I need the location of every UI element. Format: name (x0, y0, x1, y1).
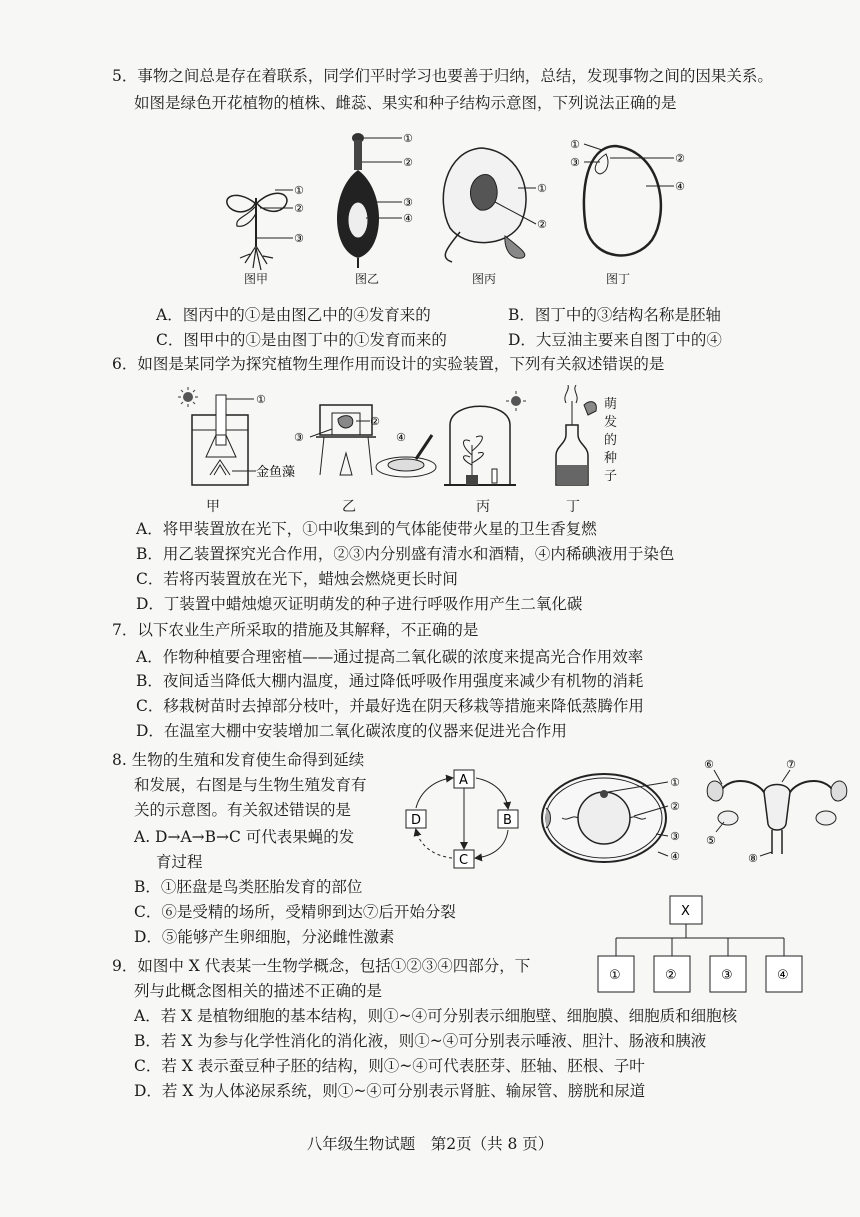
sun-icon (506, 391, 526, 411)
q9-option-a: A．若 X 是植物细胞的基本结构，则①~④可分别表示细胞壁、细胞膜、细胞质和细胞核 (134, 1007, 738, 1025)
q5-option-d: D．大豆油主要来自图丁中的④ (508, 331, 722, 349)
pistil-label-4: ④ (403, 212, 413, 225)
q5-figure-pistil (320, 130, 420, 270)
sun-icon (178, 387, 198, 407)
concept-leaf-2: ② (665, 968, 677, 983)
q8-lifecycle-diagram (396, 764, 536, 874)
pistil-label-3: ③ (403, 196, 413, 209)
q6-option-a: A．将甲装置放在光下，①中收集到的气体能使带火星的卫生香复燃 (136, 520, 597, 538)
q8-stem-line3: 关的示意图。有关叙述错误的是 (134, 801, 352, 819)
caption-bing: 丙 (476, 499, 490, 515)
q5-stem-line1: 5．事物之间总是存在着联系，同学们平时学习也要善于归纳，总结，发现事物之间的因果关系。 (112, 67, 773, 85)
concept-leaf-3: ③ (721, 968, 733, 983)
caption-jia: 甲 (206, 499, 220, 515)
caption-fig-yi: 图乙 (355, 272, 380, 286)
q5-figure-plant (215, 168, 325, 278)
plant-label-1: ① (294, 184, 304, 197)
q9-concept-map (588, 894, 818, 1004)
egg-label-3: ③ (670, 830, 680, 843)
plant-label-2: ② (294, 202, 304, 215)
stage-d: D (411, 813, 422, 828)
q5-figure-seed (566, 132, 696, 272)
q9-option-c: C．若 X 表示蚕豆种子胚的结构，则①~④可代表胚芽、胚轴、胚根、子叶 (134, 1057, 645, 1075)
apparatus-jia-label-1: ① (256, 393, 266, 406)
seed-label-3: ③ (570, 156, 580, 169)
q8-option-a-line1: A. D→A→B→C 可代表果蝇的发 (134, 828, 355, 846)
q8-egg-diagram (538, 768, 698, 868)
concept-root-x: X (681, 904, 690, 919)
q5-stem-line2: 如图是绿色开花植物的植株、雌蕊、果实和种子结构示意图，下列说法正确的是 (134, 94, 677, 112)
fruit-label-1: ① (537, 182, 547, 195)
apparatus-yi-label-3: ③ (294, 431, 304, 444)
q6-option-d: D．丁装置中蜡烛熄灭证明萌发的种子进行呼吸作用产生二氧化碳 (136, 595, 583, 613)
q6-option-b: B．用乙装置探究光合作用，②③内分别盛有清水和酒精，④内稀碘液用于染色 (136, 545, 675, 563)
q7-stem: 7．以下农业生产所采取的措施及其解释，不正确的是 (112, 621, 479, 639)
q6-stem: 6．如图是某同学为探究植物生理作用而设计的实验装置，下列有关叙述错误的是 (112, 355, 665, 373)
q8-female-reproductive-diagram (700, 752, 855, 872)
seed-char-1: 萌 (604, 397, 618, 412)
stage-b: B (503, 813, 512, 828)
egg-label-4: ④ (670, 850, 680, 863)
q6-option-c: C．若将丙装置放在光下，蜡烛会燃烧更长时间 (136, 570, 458, 588)
seed-label-2: ② (675, 152, 685, 165)
q7-option-b: B．夜间适当降低大棚内温度，通过降低呼吸作用强度来减少有机物的消耗 (136, 672, 644, 690)
q9-option-d: D．若 X 为人体泌尿系统，则①~④可分别表示肾脏、输尿管、膀胱和尿道 (134, 1082, 646, 1100)
apparatus-yi-label-2: ② (370, 415, 380, 428)
plant-label-3: ③ (294, 232, 304, 245)
q8-stem-line1: 8. 生物的生殖和发育使生命得到延续 (112, 751, 365, 769)
egg-label-1: ① (670, 776, 680, 789)
pistil-label-2: ② (403, 156, 413, 169)
caption-fig-ding: 图丁 (606, 272, 631, 286)
q8-option-b: B．①胚盘是鸟类胚胎发育的部位 (134, 878, 363, 896)
seed-char-3: 的 (604, 433, 618, 448)
seed-char-4: 种 (604, 451, 618, 466)
apparatus-yi-label-4: ④ (396, 431, 406, 444)
stage-c: C (459, 853, 469, 868)
q5-figure-fruit (430, 140, 560, 270)
stage-a: A (459, 773, 468, 788)
page-footer: 八年级生物试题 第2页（共 8 页） (306, 1135, 554, 1153)
q5-option-b: B．图丁中的③结构名称是胚轴 (508, 306, 721, 324)
q9-stem-line2: 列与此概念图相关的描述不正确的是 (134, 982, 383, 1000)
q5-option-c: C．图甲中的①是由图丁中的①发育而来的 (156, 331, 447, 349)
seed-label-4: ④ (675, 180, 685, 193)
caption-fig-bing: 图丙 (472, 272, 497, 286)
uterus-label-8: ⑧ (748, 852, 758, 865)
q8-option-d: D．⑤能够产生卵细胞，分泌雌性激素 (134, 928, 395, 946)
q8-option-a-line2: 育过程 (156, 853, 203, 871)
q7-option-d: D．在温室大棚中安装增加二氧化碳浓度的仪器来促进光合作用 (136, 722, 567, 740)
seed-char-5: 子 (604, 469, 618, 484)
q5-option-a: A．图丙中的①是由图乙中的④发育来的 (156, 306, 431, 324)
caption-yi: 乙 (342, 499, 356, 515)
uterus-label-6: ⑥ (704, 758, 714, 771)
concept-leaf-4: ④ (777, 968, 789, 983)
uterus-label-7: ⑦ (786, 758, 796, 771)
q8-option-c: C．⑥是受精的场所，受精卵到达⑦后开始分裂 (134, 903, 456, 921)
caption-fig-jia: 图甲 (244, 272, 269, 286)
seed-label-1: ① (570, 138, 580, 151)
uterus-label-5: ⑤ (706, 834, 716, 847)
q7-option-a: A．作物种植要合理密植——通过提高二氧化碳的浓度来提高光合作用效率 (136, 648, 644, 666)
q9-stem-line1: 9．如图中 X 代表某一生物学概念，包括①②③④四部分，下 (112, 957, 531, 975)
q8-stem-line2: 和发展，右图是与生物生殖发育有 (134, 776, 367, 794)
label-germinating-seeds (604, 396, 620, 486)
fruit-label-2: ② (537, 218, 547, 231)
caption-ding: 丁 (566, 499, 580, 515)
q9-option-b: B．若 X 为参与化学性消化的消化液，则①~④可分别表示唾液、胆汁、肠液和胰液 (134, 1032, 707, 1050)
label-goldfish-alga: 金鱼藻 (256, 465, 296, 480)
concept-leaf-1: ① (609, 968, 621, 983)
egg-label-2: ② (670, 800, 680, 813)
q7-option-c: C．移栽树苗时去掉部分枝叶，并最好选在阴天移栽等措施来降低蒸腾作用 (136, 697, 644, 715)
q6-experiment-figure (170, 385, 650, 495)
seed-char-2: 发 (604, 415, 618, 430)
pistil-label-1: ① (403, 132, 413, 145)
